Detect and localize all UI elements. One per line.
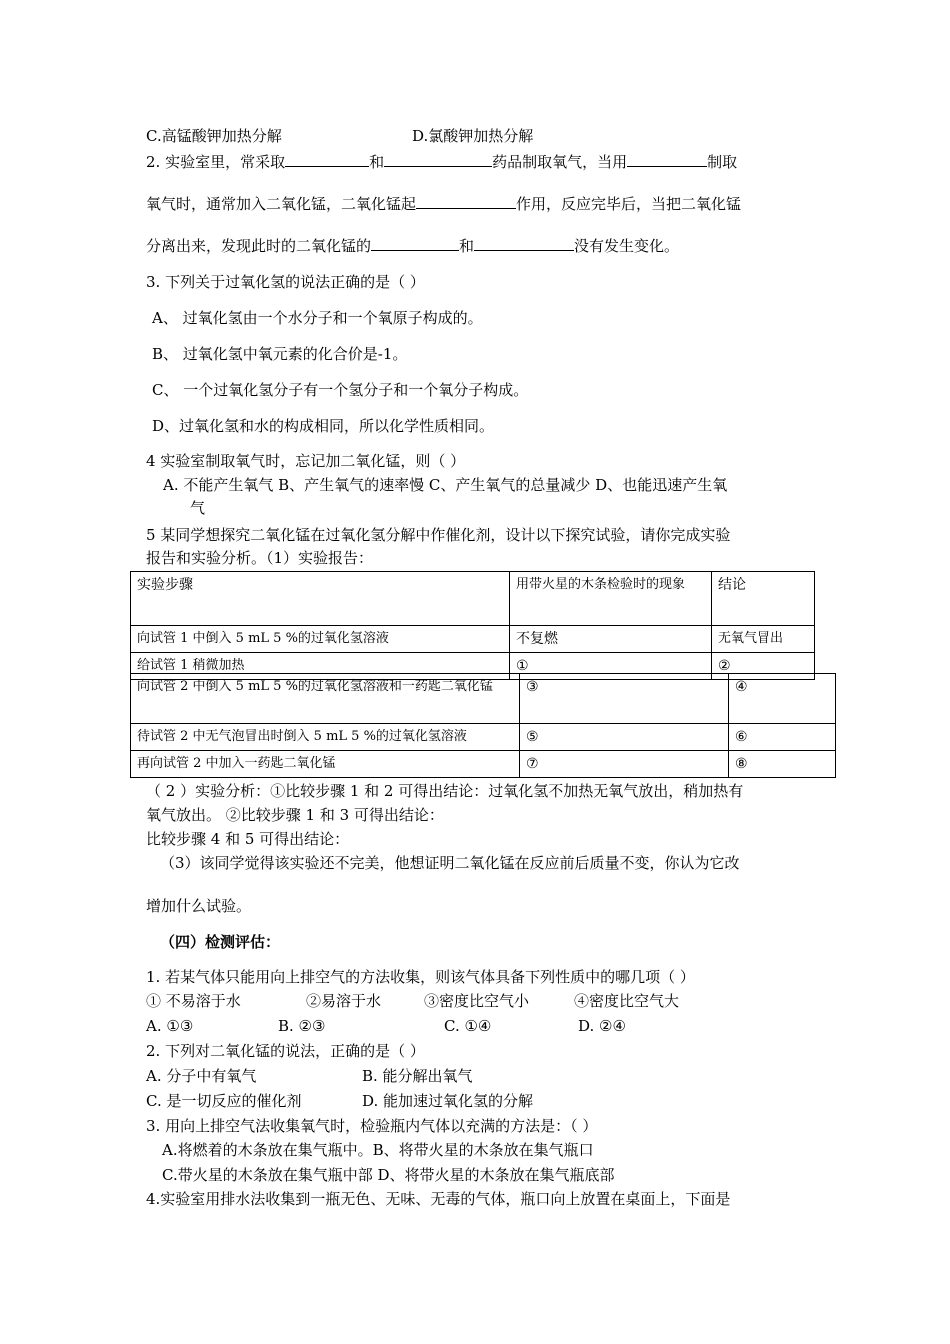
- q5-intro: 5 某同学想探究二氧化锰在过氧化氢分解中作催化剂，设计以下探究试验，请你完成实验: [146, 526, 731, 544]
- header-step: 实验步骤: [131, 572, 510, 626]
- q3-stem: 3. 下列关于过氧化氢的说法正确的是（ ）: [146, 273, 425, 291]
- q4-options-wrap: 气: [190, 499, 206, 517]
- q2-line1: [146, 152, 737, 172]
- q2-text: 药品制取氧气，当用: [492, 153, 628, 171]
- e1-property: ④密度比空气大: [574, 992, 680, 1010]
- q5-analysis: 比较步骤 4 和 5 可得出结论：: [146, 830, 350, 848]
- q5-intro: 报告和实验分析。（1）实验报告：: [146, 549, 374, 567]
- q2-line3: [146, 236, 679, 256]
- e3-options: A.将燃着的木条放在集气瓶中。B、将带火星的木条放在集气瓶口: [162, 1141, 594, 1159]
- answer-slot[interactable]: ①: [510, 653, 712, 680]
- row-step: 向试管 1 中倒入 5 mL 5 %的过氧化氢溶液: [131, 626, 510, 653]
- q3-option-d: D、过氧化氢和水的构成相同，所以化学性质相同。: [152, 417, 495, 435]
- e1-option: C. ①④: [444, 1017, 492, 1035]
- answer-blank[interactable]: [627, 152, 707, 167]
- answer-blank[interactable]: [371, 236, 459, 251]
- q5-analysis: （ 2 ）实验分析：①比较步骤 1 和 2 可得出结论：过氧化氢不加热无氧气放出，稍加热有: [146, 782, 744, 800]
- row-step: 再向试管 2 中加入一药匙二氧化锰: [131, 751, 520, 778]
- answer-slot[interactable]: ②: [712, 653, 815, 680]
- q3-option-c: C、 一个过氧化氢分子有一个氢分子和一个氧分子构成。: [152, 381, 529, 399]
- e1-property: ③密度比空气小: [424, 992, 530, 1010]
- answer-blank[interactable]: [416, 194, 516, 209]
- answer-slot[interactable]: ④: [729, 674, 836, 724]
- q4-options: A. 不能产生氧气 B、产生氧气的速率慢 C、产生氧气的总量减少 D、也能迅速产生氧: [163, 476, 728, 494]
- answer-slot[interactable]: ⑤: [520, 724, 729, 751]
- answer-blank[interactable]: [285, 152, 369, 167]
- answer-blank[interactable]: [384, 152, 492, 167]
- e4-stem: 4.实验室用排水法收集到一瓶无色、无味、无毒的气体，瓶口向上放置在桌面上，下面是: [146, 1190, 731, 1208]
- q4-stem: 4 实验室制取氧气时，忘记加二氧化锰，则（ ）: [146, 452, 466, 470]
- row-step: 待试管 2 中无气泡冒出时倒入 5 mL 5 %的过氧化氢溶液: [131, 724, 520, 751]
- e1-property: ① 不易溶于水: [146, 992, 241, 1010]
- q5-analysis: 氧气放出。 ②比较步骤 1 和 3 可得出结论：: [146, 806, 444, 824]
- q3-option-a: A、 过氧化氢由一个水分子和一个氧原子构成的。: [152, 309, 483, 327]
- answer-slot[interactable]: ⑥: [729, 724, 836, 751]
- row-phenomenon: 不复燃: [510, 626, 712, 653]
- e2-stem: 2. 下列对二氧化锰的说法，正确的是（ ）: [146, 1042, 425, 1060]
- e2-option-c: C. 是一切反应的催化剂: [146, 1092, 302, 1110]
- q2-text: 制取: [707, 153, 738, 171]
- q5-part3: （3）该同学觉得该实验还不完美，他想证明二氧化锰在反应前后质量不变，你认为它改: [160, 854, 740, 872]
- answer-slot[interactable]: ③: [520, 674, 729, 724]
- q3-option-b: B、 过氧化氢中氧元素的化合价是-1。: [152, 345, 408, 363]
- q2-text: 氧气时，通常加入二氧化锰，二氧化锰起: [146, 195, 417, 213]
- e1-option: D. ②④: [578, 1017, 626, 1035]
- q2-text: 和: [369, 153, 385, 171]
- q5-part3: 增加什么试验。: [146, 897, 252, 915]
- e1-stem: 1. 若某气体只能用向上排空气的方法收集，则该气体具备下列性质中的哪几项（ ）: [146, 968, 695, 986]
- answer-slot[interactable]: ⑧: [729, 751, 836, 778]
- e3-options: C.带火星的木条放在集气瓶中部 D、将带火星的木条放在集气瓶底部: [162, 1166, 615, 1184]
- e1-property: ②易溶于水: [306, 992, 382, 1010]
- e1-option: B. ②③: [278, 1017, 326, 1035]
- table-row: [131, 674, 836, 724]
- q1-option-d: D.氯酸钾加热分解: [412, 127, 534, 145]
- e2-option-d: D. 能加速过氧化氢的分解: [362, 1092, 534, 1110]
- experiment-table-top: [130, 571, 815, 680]
- table-row: [131, 724, 836, 751]
- table-row: [131, 626, 815, 653]
- q2-text: 分离出来，发现此时的二氧化锰的: [146, 237, 372, 255]
- q2-line2: [146, 194, 741, 214]
- row-step: 给试管 1 稍微加热: [131, 653, 510, 680]
- q2-text: 没有发生变化。: [574, 237, 680, 255]
- row-step: 向试管 2 中倒入 5 mL 5 %的过氧化氢溶液和一药匙二氧化锰: [131, 674, 520, 724]
- e2-option-a: A. 分子中有氧气: [146, 1067, 257, 1085]
- experiment-table-bottom: [130, 673, 836, 778]
- q1-option-c: C.高锰酸钾加热分解: [146, 127, 282, 145]
- q2-text: 作用，反应完毕后，当把二氧化锰: [516, 195, 742, 213]
- e1-option: A. ①③: [146, 1017, 194, 1035]
- table-row: [131, 751, 836, 778]
- header-phenomenon: 用带火星的木条检验时的现象: [510, 572, 712, 626]
- header-conclusion: 结论: [712, 572, 815, 626]
- row-conclusion: 无氧气冒出: [712, 626, 815, 653]
- q2-text: 和: [459, 237, 475, 255]
- section-title: （四）检测评估：: [160, 933, 281, 951]
- q2-text: 2. 实验室里，常采取: [146, 153, 286, 171]
- table-header-row: [131, 572, 815, 626]
- e3-stem: 3. 用向上排空气法收集氧气时，检验瓶内气体以充满的方法是：（ ）: [146, 1117, 598, 1135]
- e2-option-b: B. 能分解出氧气: [362, 1067, 473, 1085]
- answer-blank[interactable]: [474, 236, 574, 251]
- answer-slot[interactable]: ⑦: [520, 751, 729, 778]
